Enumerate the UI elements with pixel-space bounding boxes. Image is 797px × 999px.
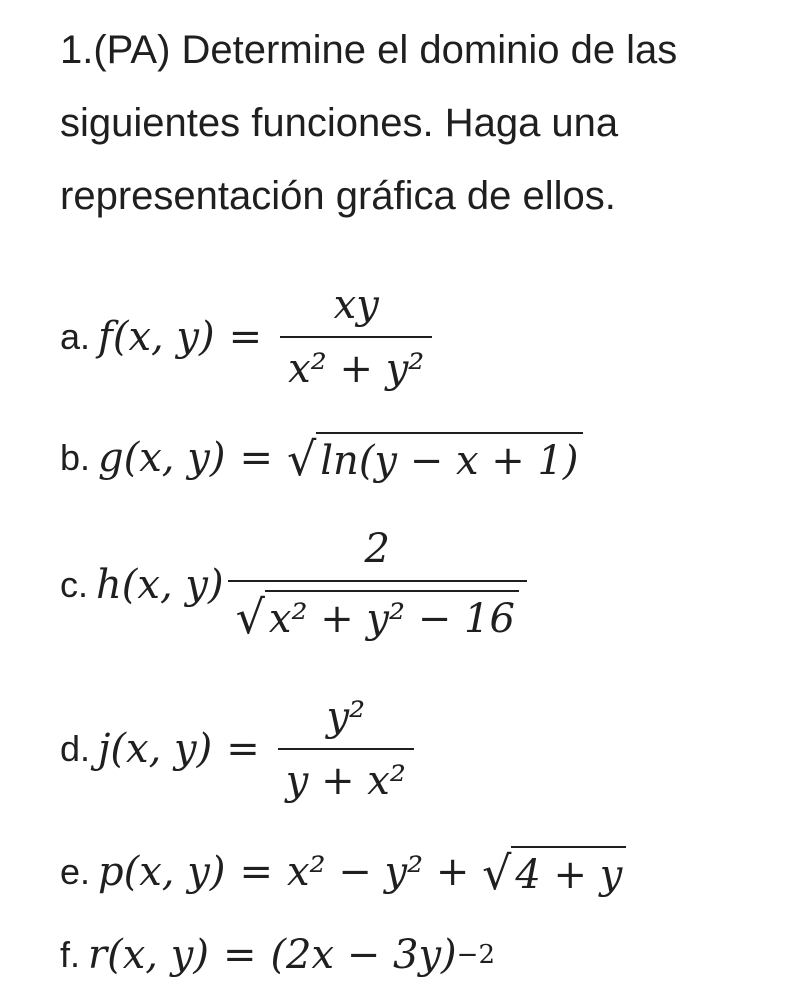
item-a-formula xyxy=(98,282,436,392)
item-c-radicand: x² + y² − 16 xyxy=(265,590,519,642)
item-a-numerator: xy xyxy=(333,282,379,328)
item-d-lhs: j(x, y) xyxy=(98,726,213,772)
item-f-base: (2x − 3y) xyxy=(270,932,457,978)
problem-line-2: siguientes funciones. Haga una xyxy=(60,101,619,145)
item-b-radicand: ln(y − x + 1) xyxy=(316,432,582,484)
problem-statement xyxy=(60,14,760,233)
problem-line-1: 1.(PA) Determine el dominio de las xyxy=(60,28,678,72)
item-d-label: d. xyxy=(60,728,91,769)
item-b-label: b. xyxy=(60,437,91,478)
item-f-label: f. xyxy=(60,934,81,975)
item-e-lhs: p(x, y) xyxy=(98,849,226,895)
item-e-formula xyxy=(98,846,626,898)
item-c-numerator: 2 xyxy=(364,526,390,572)
item-f-lhs: r(x, y) xyxy=(88,932,209,978)
item-e xyxy=(60,846,626,898)
item-a-label: a. xyxy=(60,316,91,357)
sqrt-icon: √ xyxy=(235,590,265,644)
item-c-fraction xyxy=(228,526,527,643)
item-d-denominator: y + x² xyxy=(278,748,414,804)
item-c-lhs: h(x, y) xyxy=(96,561,224,608)
item-d-equals: = xyxy=(226,726,260,772)
item-a-equals: = xyxy=(228,314,263,360)
item-e-equals: = xyxy=(239,849,273,895)
item-a xyxy=(60,282,436,392)
item-a-denominator: x² + y² xyxy=(280,336,432,392)
item-c-denominator xyxy=(228,580,527,643)
item-b-equals: = xyxy=(239,435,273,481)
sqrt-icon: √ xyxy=(286,432,317,486)
item-e-radicand: 4 + y xyxy=(511,846,626,898)
item-c-sqrt xyxy=(236,590,519,642)
item-c-formula xyxy=(96,526,531,643)
item-b-formula xyxy=(98,432,583,484)
item-c-label: c. xyxy=(60,563,89,605)
item-a-fraction xyxy=(280,282,432,392)
item-e-sqrt xyxy=(482,846,626,898)
item-b-sqrt xyxy=(287,432,583,484)
item-d-numerator: y² xyxy=(326,694,366,740)
item-b xyxy=(60,432,583,484)
item-f xyxy=(60,932,495,978)
item-e-rhs: x² − y² + xyxy=(286,849,483,895)
item-d-formula xyxy=(98,694,418,804)
item-f-formula: r(x, y) = (2x − 3y) −2 xyxy=(88,932,495,978)
item-c xyxy=(60,526,531,643)
item-d xyxy=(60,694,418,804)
problem-line-3: representación gráfica de ellos. xyxy=(60,174,616,218)
item-a-lhs: f(x, y) xyxy=(98,314,215,360)
sqrt-icon: √ xyxy=(482,846,512,900)
item-d-fraction xyxy=(278,694,414,804)
item-e-label: e. xyxy=(60,851,91,892)
item-f-equals: = xyxy=(222,932,257,978)
item-b-lhs: g(x, y) xyxy=(98,435,226,481)
